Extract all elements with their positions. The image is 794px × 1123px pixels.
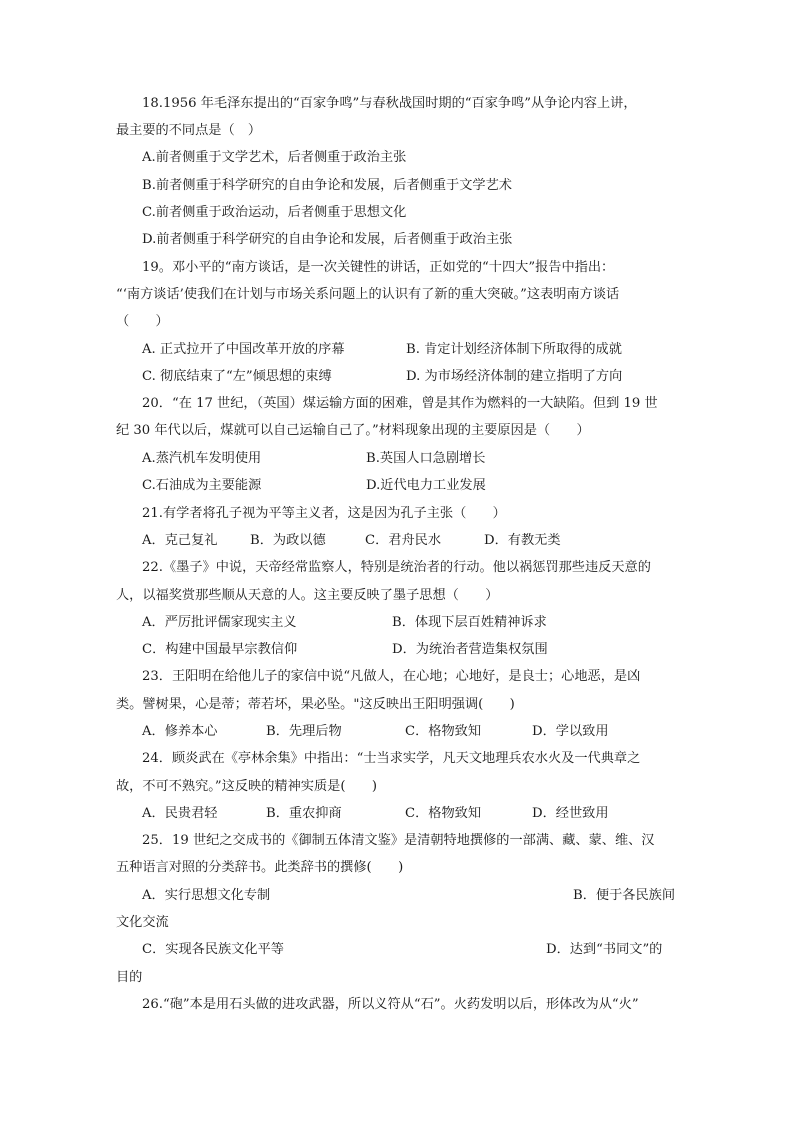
question-19-stem-line-1: 19。邓小平的“南方谈话，是一次关键性的讲话，正如党的“十四大”报告中指出： bbox=[142, 260, 615, 275]
question-18-stem-line-1: 18.1956 年毛泽东提出的“百家争鸣”与春秋战国时期的“百家争鸣”从争论内容上讲， bbox=[142, 96, 637, 111]
question-25-option-d[interactable]: D．达到“书同文”的 bbox=[546, 942, 663, 957]
question-22-option-c[interactable]: C．构建中国最早宗教信仰 bbox=[142, 642, 298, 657]
question-19-option-c[interactable]: C. 彻底结束了“左”倾思想的束缚 bbox=[142, 369, 332, 384]
question-22-option-a[interactable]: A．严厉批评儒家现实主义 bbox=[142, 615, 297, 630]
question-23-option-a[interactable]: A．修养本心 bbox=[142, 724, 218, 739]
question-20-stem-line-2: 纪 30 年代以后，煤就可以自己运输自己了。”材料现象出现的主要原因是（ ） bbox=[116, 423, 590, 438]
question-23-option-b[interactable]: B．先理后物 bbox=[266, 724, 342, 739]
question-23-option-d[interactable]: D．学以致用 bbox=[532, 724, 609, 739]
question-23-stem-line-1: 23．王阳明在给他儿子的家信中说“凡做人，在心地；心地好，是良士；心地恶，是凶 bbox=[142, 669, 641, 684]
question-25-stem-line-1: 25．19 世纪之交成书的《御制五体清文鉴》是清朝特地撰修的一部满、藏、蒙、维、汉 bbox=[142, 833, 655, 848]
question-18-stem-line-2: 最主要的不同点是（ ） bbox=[116, 123, 262, 138]
question-21-option-a[interactable]: A．克己复礼 bbox=[142, 533, 218, 548]
question-20-stem-line-1: 20．“在 17 世纪，（英国）煤运输方面的困难，曾是其作为燃料的一大缺陷。但到 19 世 bbox=[142, 396, 658, 411]
question-25-option-a[interactable]: A．实行思想文化专制 bbox=[142, 888, 271, 903]
question-22-stem-line-1: 22.《墨子》中说，天帝经常监察人，特别是统治者的行动。他以祸惩罚那些违反天意的 bbox=[142, 560, 651, 575]
question-18-option-d[interactable]: D.前者侧重于科学研究的自由争论和发展，后者侧重于政治主张 bbox=[142, 232, 513, 247]
question-24-option-b[interactable]: B．重农抑商 bbox=[266, 806, 342, 821]
question-22-stem-line-2: 人，以福奖赏那些顺从天意的人。这主要反映了墨子思想（ ） bbox=[116, 588, 499, 603]
question-26-stem-line-1: 26.“砲”本是用石头做的进攻武器，所以义符从“石”。火药发明以后，形体改为从“火” bbox=[142, 997, 639, 1012]
question-22-option-b[interactable]: B．体现下层百姓精神诉求 bbox=[392, 615, 547, 630]
question-24-option-a[interactable]: A．民贵君轻 bbox=[142, 806, 218, 821]
question-24-option-d[interactable]: D．经世致用 bbox=[532, 806, 609, 821]
question-25-stem-line-2: 五种语言对照的分类辞书。此类辞书的撰修( ) bbox=[116, 860, 404, 875]
question-23-option-c[interactable]: C．格物致知 bbox=[405, 724, 482, 739]
question-23-stem-line-2: 类。譬树果，心是蒂；蒂若坏，果必坠。"这反映出王阳明强调( ) bbox=[116, 697, 515, 712]
question-25-option-b-continued: 文化交流 bbox=[116, 915, 169, 930]
question-19-option-b[interactable]: B. 肯定计划经济体制下所取得的成就 bbox=[406, 342, 622, 357]
question-21-stem-line-1: 21.有学者将孔子视为平等主义者，这是因为孔子主张（ ） bbox=[142, 506, 506, 521]
question-21-option-b[interactable]: B．为政以德 bbox=[250, 533, 326, 548]
question-18-option-c[interactable]: C.前者侧重于政治运动，后者侧重于思想文化 bbox=[142, 205, 407, 220]
question-21-option-d[interactable]: D．有教无类 bbox=[484, 533, 561, 548]
question-25-option-c[interactable]: C．实现各民族文化平等 bbox=[142, 942, 284, 957]
question-25-option-d-continued: 目的 bbox=[116, 970, 143, 985]
question-24-stem-line-1: 24．顾炎武在《亭林余集》中指出：“士当求实学，凡天文地理兵农水火及一代典章之 bbox=[142, 751, 641, 766]
question-22-option-d[interactable]: D．为统治者营造集权氛围 bbox=[392, 642, 548, 657]
question-20-option-d[interactable]: D.近代电力工业发展 bbox=[366, 478, 486, 493]
question-18-option-a[interactable]: A.前者侧重于文学艺术，后者侧重于政治主张 bbox=[142, 150, 407, 165]
question-19-stem-line-2: “‘南方谈话’使我们在计划与市场关系问题上的认识有了新的重大突破。”这表明南方谈话 bbox=[116, 287, 620, 302]
question-25-option-b[interactable]: B．便于各民族间 bbox=[573, 888, 676, 903]
question-19-option-a[interactable]: A. 正式拉开了中国改革开放的序幕 bbox=[142, 342, 345, 357]
question-20-option-a[interactable]: A.蒸汽机车发明使用 bbox=[142, 451, 262, 466]
question-19-stem-line-3: （ ） bbox=[116, 314, 169, 329]
question-24-stem-line-2: 故，不可不熟究。”这反映的精神实质是( ) bbox=[116, 779, 377, 794]
question-24-option-c[interactable]: C．格物致知 bbox=[405, 806, 482, 821]
question-20-option-c[interactable]: C.石油成为主要能源 bbox=[142, 478, 262, 493]
question-21-option-c[interactable]: C．君舟民水 bbox=[365, 533, 442, 548]
question-18-option-b[interactable]: B.前者侧重于科学研究的自由争论和发展，后者侧重于文学艺术 bbox=[142, 178, 512, 193]
question-19-option-d[interactable]: D. 为市场经济体制的建立指明了方向 bbox=[406, 369, 623, 384]
question-20-option-b[interactable]: B.英国人口急剧增长 bbox=[366, 451, 486, 466]
